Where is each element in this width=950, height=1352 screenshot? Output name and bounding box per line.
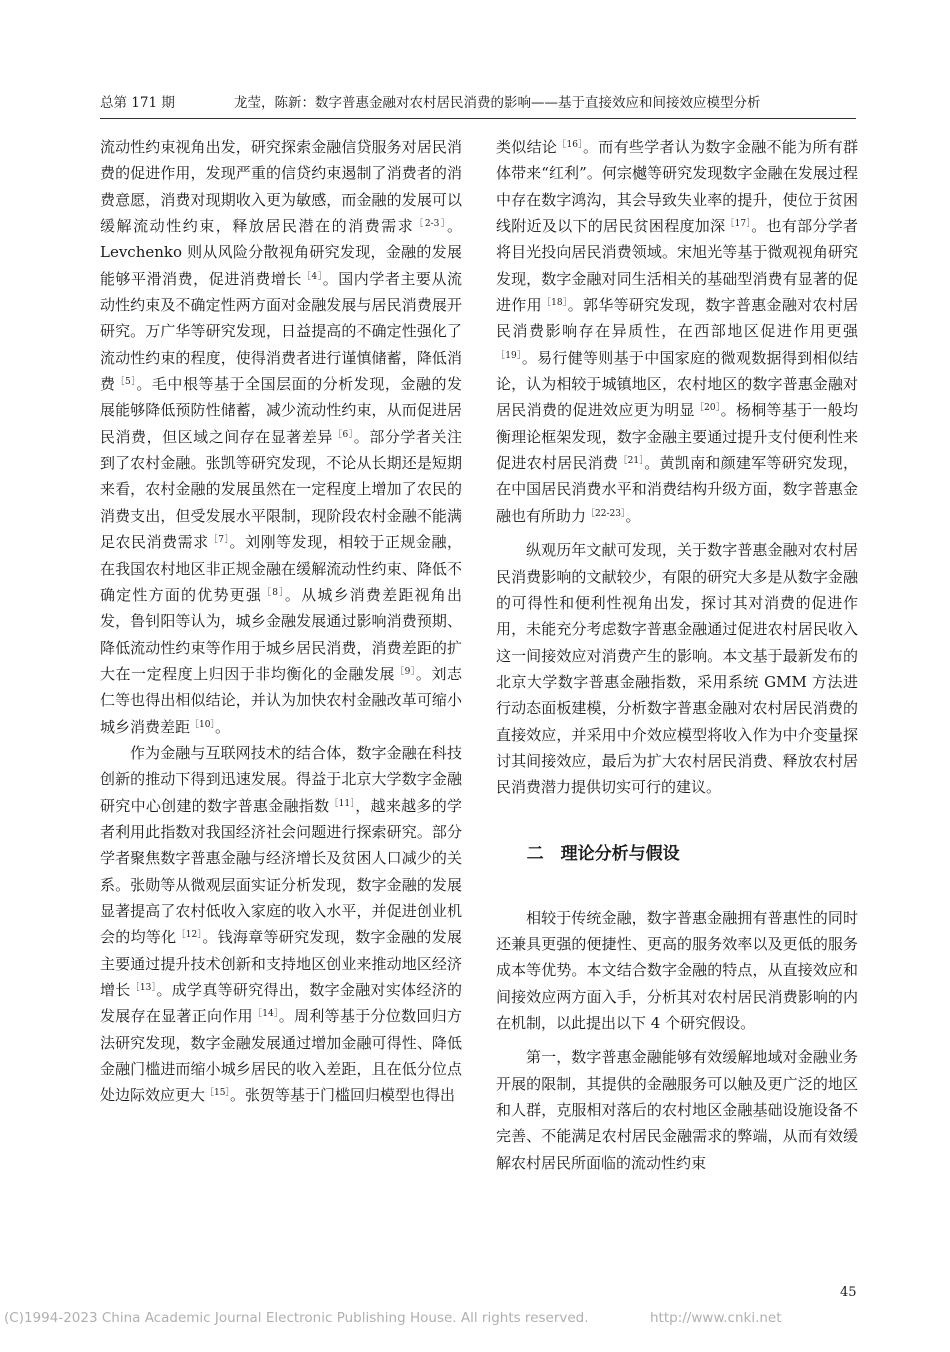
left-paragraph-2 <box>100 740 462 1109</box>
citation: ［21］ <box>618 456 645 467</box>
text-span: 作为金融与互联网技术的结合体，数字金融在科技创新的推动下得到迅速发展。得益于北京大学数字金融研究中心创建的数字普惠金融指数 <box>100 743 462 815</box>
running-title: 龙莹，陈新：数字普惠金融对农村居民消费的影响——基于直接效应和间接效应模型分析 <box>234 95 761 111</box>
text-span: 。毛中根等基于全国层面的分析发现，金融的发展能够降低预防性储蓄，减少流动性约束，从而促进居民消费，但区域之间存在显著差异 <box>100 375 462 446</box>
text-span: 。Levchenko 则从风险分散视角研究发现，金融的发展能够平滑消费，促进消费增长 <box>100 217 462 288</box>
citation: ［16］ <box>557 140 584 150</box>
text-span: 。从城乡消费差距视角出发，鲁钊阳等认为，城乡金融发展通过影响消费预期、降低流动性约束等作用于城乡居民消费，消费差距的扩大在一定程度上归因于非均衡化的金融发展 <box>100 585 462 683</box>
citation: ［13］ <box>130 983 157 993</box>
header-rule <box>100 118 856 119</box>
text-span: 。也有部分学者将目光投向居民消费领域。宋旭光等基于微观视角研究发现，数字金融对同生活相关的基础型消费有显著的促进作用 <box>496 217 858 315</box>
text-span: 。部分学者关注到了农村金融。张凯等研究发现，不论从长期还是短期来看，农村金融的发展虽然在一定程度上增加了农民的消费支出，但受发展水平限制，现阶段农村金融不能满足农民消费需求 <box>100 427 462 552</box>
text-span: 。易行健等则基于中国家庭的微观数据得到相似结论，认为相较于城镇地区，农村地区的数字普惠金融对居民消费的促进效应更为明显 <box>496 348 858 420</box>
text-span: 。 <box>625 506 641 525</box>
left-column <box>100 134 462 1109</box>
citation: ［5］ <box>115 377 137 388</box>
text-span: 。钱海章等研究发现，数字金融的发展主要通过提升技术创新和支持地区创业来推动地区经济增长 <box>100 928 462 999</box>
text-span: 。黄凯南和颜建军等研究发现，在中国居民消费水平和消费结构升级方面，数字普惠金融也有所助力 <box>496 454 858 525</box>
text-span: 。而有些学者认为数字金融不能为所有群体带来“红利”。何宗樾等研究发现数字金融在发展过程中存在数字鸿沟，其会导致失业率的提升，使位于贫困线附近及以下的居民贫困程度加深 <box>496 138 858 236</box>
footer-link[interactable]: http://www.cnki.net <box>650 1310 782 1326</box>
text-span: 。成学真等研究得出，数字金融对实体经济的发展存在显著正向作用 <box>100 981 462 1026</box>
text-span: 。张贺等基于门槛回归模型也得出 <box>229 1086 455 1105</box>
right-paragraph-1 <box>496 134 858 529</box>
copyright-notice: (C)1994-2023 China Academic Journal Electronic Publishing House. All rights reserved. <box>4 1310 589 1326</box>
right-paragraph-4: 第一，数字普惠金融能够有效缓解地域对金融业务开展的限制，其提供的金融服务可以触及更广泛的地区和人群，克服相对落后的农村地区金融基础设施设备不完善、不能满足农村居民金融需求的弊端，从而有效缓解农村居民所面临的流动性约束 <box>496 1048 858 1172</box>
citation: ［10］ <box>190 719 215 730</box>
citation: ［4］ <box>301 271 323 282</box>
text-span: 。刘刚等发现，相较于正规金融，在我国农村地区非正规金融在缓解流动性约束、降低不确定性方面的优势更强 <box>100 533 462 604</box>
running-header <box>100 92 855 114</box>
section-heading: 二 理论分析与假设 <box>526 843 680 864</box>
issue-number: 总第 171 期 <box>100 95 175 111</box>
text-span: 。 <box>214 717 230 736</box>
citation: ［22-23］ <box>586 508 626 519</box>
citation: ［19］ <box>496 350 522 361</box>
citation: ［6］ <box>332 429 354 440</box>
citation: ［7］ <box>208 535 230 546</box>
citation: ［9］ <box>395 666 416 677</box>
text-span: 。杨桐等基于一般均衡理论框架发现，数字金融主要通过提升支付便利性来促进农村居民消费 <box>496 401 858 473</box>
citation: ［20］ <box>694 403 721 414</box>
text-span: 。郭华等研究发现，数字普惠金融对农村居民消费影响存在异质性，在西部地区促进作用更强 <box>496 296 858 341</box>
right-column <box>496 134 858 1176</box>
citation: ［11］ <box>329 798 356 809</box>
citation: ［2-3］ <box>414 219 447 230</box>
citation: ［17］ <box>725 219 752 230</box>
right-paragraph-3: 相较于传统金融，数字普惠金融拥有普惠性的同时还兼具更强的便捷性、更高的服务效率以及更低的服务成本等优势。本文结合数字金融的特点，从直接效应和间接效应两方面入手，分析其对农村居民消费影响的内在机制，以此提出以下 4 个研究假设。 <box>496 908 858 1032</box>
text-span: 。刘志仁等也得出相似结论，并认为加快农村金融改革可缩小城乡消费差距 <box>100 664 462 736</box>
text-span: 流动性约束视角出发，研究探索金融信贷服务对居民消费的促进作用，发现严重的信贷约束遏制了消费者的消费意愿，消费对现期收入更为敏感，而金融的发展可以缓解流动性约束，释放居民潜在的消费需求 <box>100 138 462 236</box>
footer <box>0 1307 950 1329</box>
text-span: 类似结论 <box>496 138 558 156</box>
page-number: 45 <box>840 1285 857 1300</box>
text-span: ，越来越多的学者利用此指数对我国经济社会问题进行探索研究。部分学者聚焦数字普惠金融与经济增长及贫困人口减少的关系。张勋等从微观层面实证分析发现，数字金融的发展显著提高了农村低收入家庭的收入水平，并促进创业机会的均等化 <box>100 796 462 947</box>
citation: ［18］ <box>541 298 568 309</box>
citation: ［12］ <box>176 930 203 941</box>
text-span: 。周利等基于分位数回归方法研究发现，数字金融发展通过增加金融可得性、降低金融门槛进而缩小城乡居民的收入差距，且在低分位点处边际效应更大 <box>100 1007 462 1105</box>
left-paragraph-1 <box>100 134 462 740</box>
citation: ［15］ <box>205 1088 230 1099</box>
citation: ［8］ <box>262 587 285 598</box>
right-paragraph-2: 纵观历年文献可发现，关于数字普惠金融对农村居民消费影响的文献较少，有限的研究大多是从数字金融的可得性和便利性视角出发，探讨其对消费的促进作用，未能充分考虑数字普惠金融通过促进农村居民收入这一间接效应对消费产生的影响。本文基于最新发布的北京大学数字普惠金融指数，采用系统 GMM 方法进行动态面板建模，分析数字普惠金融对农村居民消费的直接效应，并采用中介效应模型将收入作为中介变量探讨其间接效应，最后为扩大农村居民消费、释放农村居民消费潜力提供切实可行的建议。 <box>496 541 858 797</box>
text-span: 。国内学者主要从流动性约束及不确定性两方面对金融发展与居民消费展开研究。万广华等研究发现，日益提高的不确定性强化了流动性约束的程度，使得消费者进行谨慎储蓄，降低消费 <box>100 269 462 394</box>
citation: ［14］ <box>252 1009 279 1020</box>
